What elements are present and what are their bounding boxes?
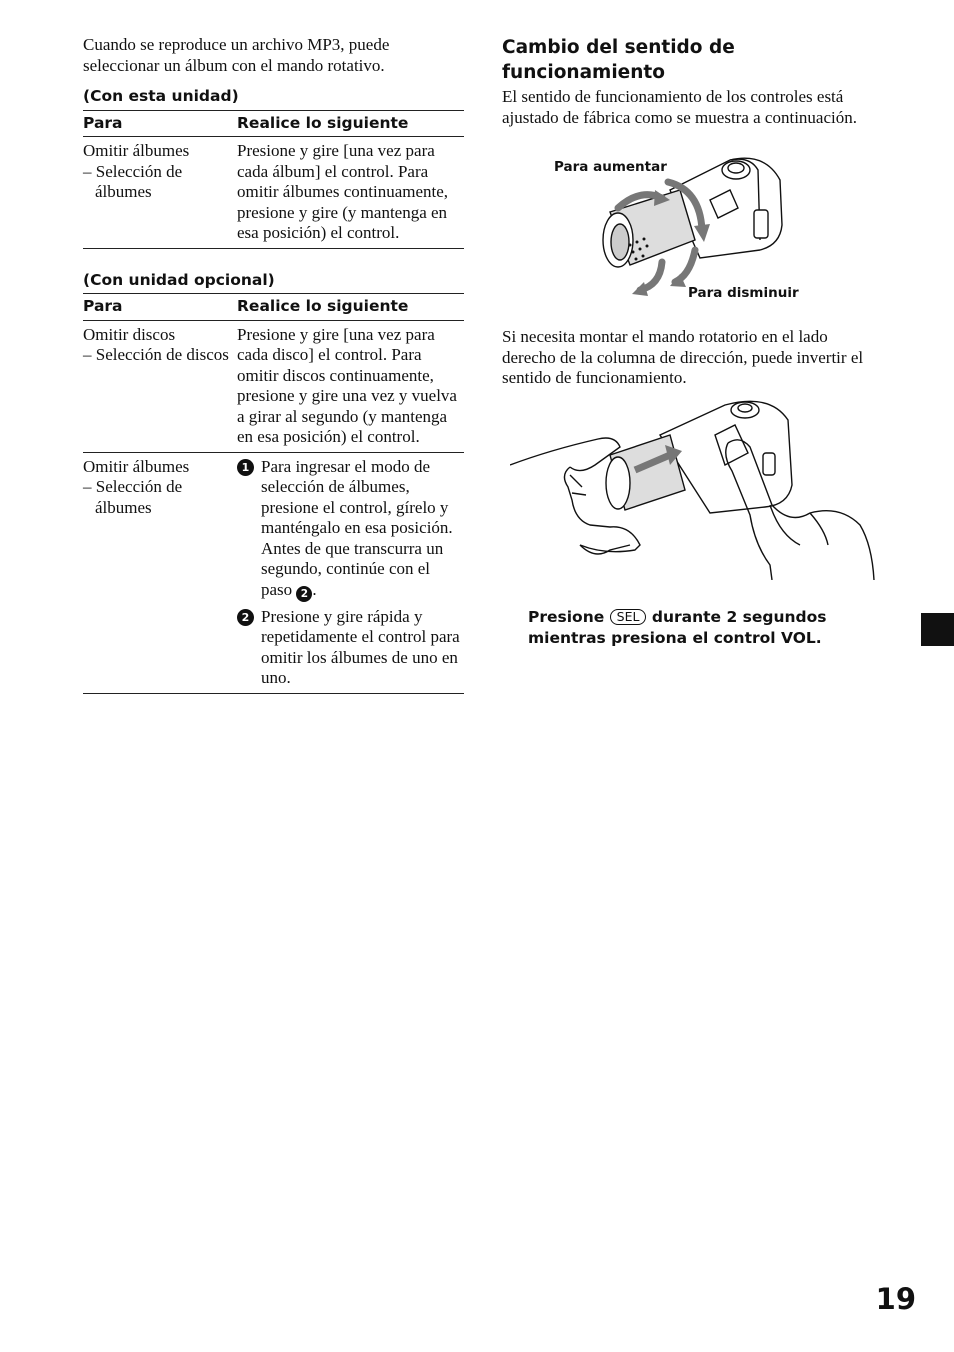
cell-para bbox=[83, 320, 237, 452]
col-header-para: Para bbox=[83, 110, 237, 137]
left-column bbox=[83, 35, 464, 694]
table-header-row bbox=[83, 110, 464, 137]
instruction-line-1 bbox=[528, 607, 868, 628]
col-header-realice: Realice lo siguiente bbox=[237, 110, 464, 137]
col-header-para: Para bbox=[83, 294, 237, 321]
cell-para bbox=[83, 452, 237, 693]
hand-press-illustration bbox=[510, 395, 878, 580]
section-title: Cambio del sentido de funcionamiento bbox=[502, 37, 735, 83]
para-main: Omitir álbumes bbox=[83, 141, 190, 160]
cell-action bbox=[237, 452, 464, 693]
table-con-unidad-opcional bbox=[83, 293, 464, 694]
cell-action: Presione y gire [una vez para cada álbum] el control. Para omitir álbumes continuamente, presione y gire (y mantenga en esa posición) el control. bbox=[237, 137, 464, 249]
step-1-text: Para ingresar el modo de selección de álbumes, presione el control, gírelo y manténgalo en esa posición. bbox=[261, 456, 453, 537]
para-sub: – Selección de álbumes bbox=[83, 161, 183, 201]
sel-key-icon: SEL bbox=[610, 609, 647, 625]
step-1-text-b: Antes de que transcurra un segundo, continúe con el paso 2 . bbox=[261, 538, 444, 600]
paragraph-montar: Si necesita montar el mando rotatorio en el lado derecho de la columna de dirección, puede invertir el sentido de funcionamiento. bbox=[502, 327, 864, 387]
para-main: Omitir álbumes bbox=[83, 456, 190, 476]
table-header-row bbox=[83, 294, 464, 321]
instruction-text bbox=[528, 607, 868, 648]
table-con-esta-unidad bbox=[83, 110, 464, 249]
label-para-disminuir: Para disminuir bbox=[688, 285, 799, 301]
intro-paragraph: Cuando se reproduce un archivo MP3, puede seleccionar un álbum con el mando rotativo. bbox=[83, 35, 390, 75]
step-2-ref-icon: 2 bbox=[296, 586, 312, 602]
step-2-number-icon: 2 bbox=[237, 609, 254, 626]
step-2-text: Presione y gire rápida y repetidamente el control para omitir los álbumes de uno en uno. bbox=[261, 606, 460, 687]
instruction-post: durante 2 segundos bbox=[651, 608, 827, 626]
step-1-number-icon: 1 bbox=[237, 459, 254, 476]
intro-paragraph-right: El sentido de funcionamiento de los controles está ajustado de fábrica como se muestra a continuación. bbox=[502, 87, 857, 127]
cell-action: Presione y gire [una vez para cada disco] el control. Para omitir discos continuamente, presione y gire una vez y vuelva a girar al segundo (y mantenga en esa posición) el control. bbox=[237, 320, 464, 452]
para-main: Omitir discos bbox=[83, 324, 176, 344]
section-tab-marker bbox=[921, 613, 954, 646]
page-number: 19 bbox=[875, 1282, 916, 1316]
table2-heading: (Con unidad opcional) bbox=[83, 270, 275, 289]
cell-para bbox=[83, 137, 237, 249]
label-para-aumentar: Para aumentar bbox=[554, 159, 667, 175]
right-column bbox=[502, 35, 882, 128]
instruction-pre: Presione bbox=[528, 608, 605, 626]
table1-heading: (Con esta unidad) bbox=[83, 87, 239, 105]
step-2 bbox=[237, 607, 464, 689]
rotary-commander-illustration bbox=[590, 150, 790, 300]
step-1 bbox=[237, 457, 464, 602]
table-row bbox=[83, 320, 464, 452]
table-row bbox=[83, 137, 464, 249]
instruction-line-2: mientras presiona el control VOL. bbox=[528, 628, 822, 647]
para-sub: – Selección de discos bbox=[83, 345, 229, 364]
table-row bbox=[83, 452, 464, 693]
col-header-realice: Realice lo siguiente bbox=[237, 294, 464, 321]
para-sub: – Selección de álbumes bbox=[83, 477, 183, 517]
